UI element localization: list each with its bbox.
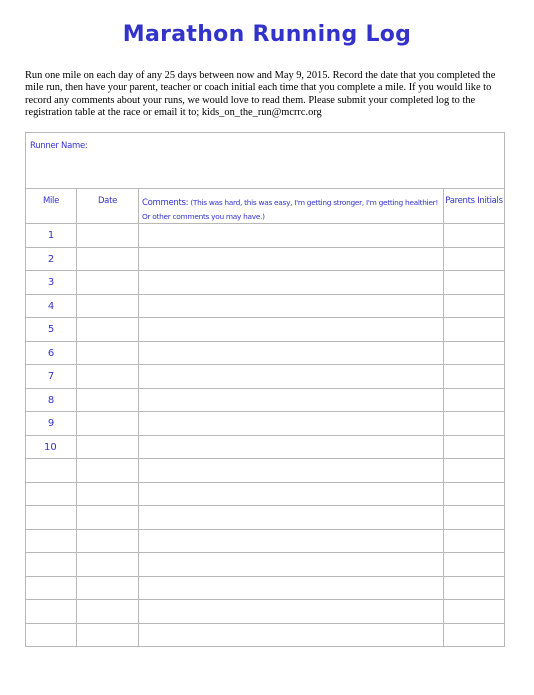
parents-initials-cell[interactable] — [444, 482, 505, 506]
table-row — [26, 341, 505, 365]
date-cell[interactable] — [77, 506, 139, 530]
parents-initials-column-header: Parents Initials — [444, 189, 505, 224]
mile-number-cell: 8 — [26, 388, 77, 412]
parents-initials-cell[interactable] — [444, 553, 505, 577]
comments-cell[interactable] — [139, 506, 444, 530]
mile-number-cell — [26, 623, 77, 647]
comments-cell[interactable] — [139, 224, 444, 248]
table-row — [26, 294, 505, 318]
comments-cell[interactable] — [139, 247, 444, 271]
parents-initials-cell[interactable] — [444, 247, 505, 271]
table-row — [26, 435, 505, 459]
log-rows — [26, 224, 505, 647]
mile-number-cell — [26, 576, 77, 600]
mile-number-cell: 7 — [26, 365, 77, 389]
mile-number-cell: 3 — [26, 271, 77, 295]
date-column-header: Date — [77, 189, 139, 224]
parents-initials-cell[interactable] — [444, 435, 505, 459]
comments-cell[interactable] — [139, 294, 444, 318]
comments-cell[interactable] — [139, 341, 444, 365]
table-row — [26, 318, 505, 342]
table-header-row — [26, 189, 505, 224]
date-cell[interactable] — [77, 224, 139, 248]
parents-initials-cell[interactable] — [444, 459, 505, 483]
table-row — [26, 482, 505, 506]
comments-cell[interactable] — [139, 529, 444, 553]
table-row — [26, 553, 505, 577]
table-row — [26, 459, 505, 483]
date-cell[interactable] — [77, 318, 139, 342]
comments-header-hint: (This was hard, this was easy, I'm getting stronger, I'm getting healthier! Or other comments you may have.) — [142, 198, 438, 221]
date-cell[interactable] — [77, 623, 139, 647]
parents-initials-cell[interactable] — [444, 294, 505, 318]
parents-initials-cell[interactable] — [444, 388, 505, 412]
table-row — [26, 623, 505, 647]
comments-cell[interactable] — [139, 388, 444, 412]
date-cell[interactable] — [77, 294, 139, 318]
running-log-table — [25, 132, 505, 647]
parents-initials-cell[interactable] — [444, 623, 505, 647]
date-cell[interactable] — [77, 482, 139, 506]
date-cell[interactable] — [77, 388, 139, 412]
comments-header-lead: Comments: — [142, 198, 189, 208]
mile-number-cell: 5 — [26, 318, 77, 342]
table-row — [26, 224, 505, 248]
comments-cell[interactable] — [139, 435, 444, 459]
parents-initials-cell[interactable] — [444, 365, 505, 389]
mile-number-cell: 2 — [26, 247, 77, 271]
table-row — [26, 506, 505, 530]
parents-initials-cell[interactable] — [444, 341, 505, 365]
date-cell[interactable] — [77, 600, 139, 624]
mile-number-cell: 4 — [26, 294, 77, 318]
date-cell[interactable] — [77, 553, 139, 577]
comments-cell[interactable] — [139, 271, 444, 295]
comments-cell[interactable] — [139, 482, 444, 506]
mile-number-cell: 6 — [26, 341, 77, 365]
date-cell[interactable] — [77, 271, 139, 295]
comments-cell[interactable] — [139, 318, 444, 342]
mile-number-cell — [26, 482, 77, 506]
date-cell[interactable] — [77, 341, 139, 365]
mile-number-cell — [26, 553, 77, 577]
parents-initials-cell[interactable] — [444, 600, 505, 624]
comments-cell[interactable] — [139, 623, 444, 647]
mile-number-cell: 9 — [26, 412, 77, 436]
date-cell[interactable] — [77, 365, 139, 389]
comments-cell[interactable] — [139, 600, 444, 624]
runner-name-field[interactable] — [26, 133, 505, 189]
comments-cell[interactable] — [139, 576, 444, 600]
parents-initials-cell[interactable] — [444, 506, 505, 530]
date-cell[interactable] — [77, 247, 139, 271]
date-cell[interactable] — [77, 459, 139, 483]
comments-column-header — [139, 189, 444, 224]
mile-number-cell: 10 — [26, 435, 77, 459]
table-row — [26, 388, 505, 412]
table-row — [26, 365, 505, 389]
table-row — [26, 600, 505, 624]
intro-paragraph: Run one mile on each day of any 25 days between now and May 9, 2015. Record the date that you completed the mile run, then have your parent, teacher or coach initial each time that you complete a mile. If you would like to record any comments about your runs, we would love to read them. Please submit your completed log to the registration table at the race or email it to; kids_on_the_run@mcrrc.org — [25, 70, 496, 118]
date-cell[interactable] — [77, 576, 139, 600]
table-row — [26, 247, 505, 271]
date-cell[interactable] — [77, 529, 139, 553]
parents-initials-cell[interactable] — [444, 224, 505, 248]
mile-column-header: Mile — [26, 189, 77, 224]
parents-initials-cell[interactable] — [444, 318, 505, 342]
table-row — [26, 529, 505, 553]
parents-initials-cell[interactable] — [444, 576, 505, 600]
comments-cell[interactable] — [139, 459, 444, 483]
table-row — [26, 576, 505, 600]
mile-number-cell — [26, 529, 77, 553]
mile-number-cell — [26, 506, 77, 530]
mile-number-cell — [26, 459, 77, 483]
comments-cell[interactable] — [139, 365, 444, 389]
date-cell[interactable] — [77, 435, 139, 459]
runner-name-label: Runner Name: — [30, 141, 88, 151]
comments-cell[interactable] — [139, 412, 444, 436]
parents-initials-cell[interactable] — [444, 529, 505, 553]
table-row — [26, 271, 505, 295]
table-row — [26, 412, 505, 436]
parents-initials-cell[interactable] — [444, 271, 505, 295]
mile-number-cell — [26, 600, 77, 624]
comments-cell[interactable] — [139, 553, 444, 577]
parents-initials-cell[interactable] — [444, 412, 505, 436]
mile-number-cell: 1 — [26, 224, 77, 248]
date-cell[interactable] — [77, 412, 139, 436]
page-title: Marathon Running Log — [122, 22, 412, 47]
